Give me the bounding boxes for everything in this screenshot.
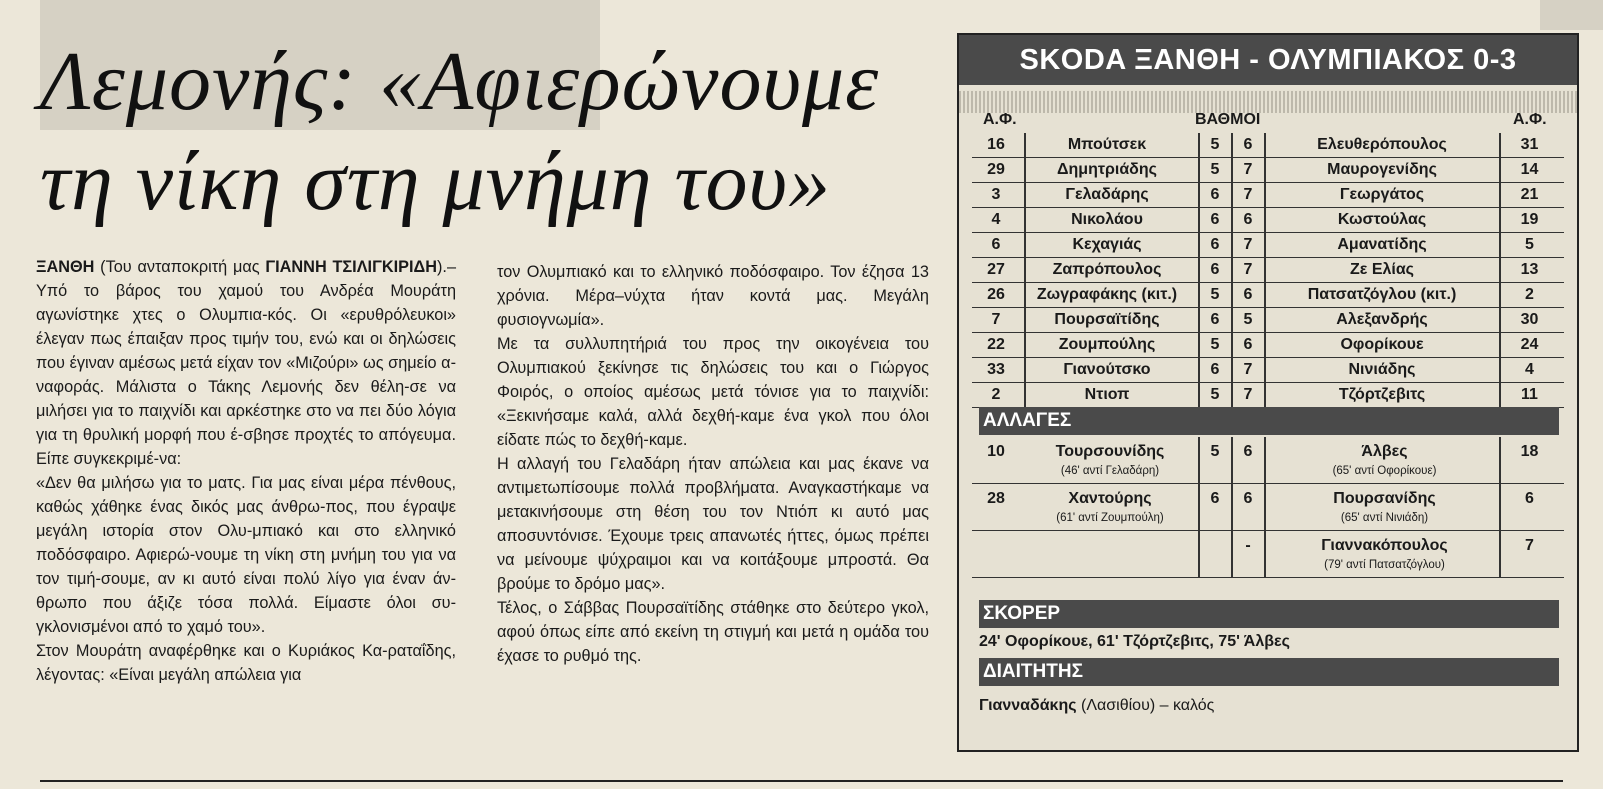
article-paragraph: Η αλλαγή του Γελαδάρη ήταν απώλεια και μας έκανε να αντιμετωπίσουμε πολλά προβλήματα. Αναγκαστήκαμε να μετακινήσουμε στη θέση του τον Ντιόπ κι αυτό μας αποσυντόνισε. Έχουμε τρεις απανωτές ήττες, όμως πρέπει να μείνουμε ψύχραιμοι και να κοιτάξουμε μπροστά. Θα βρούμε το δρόμο μας». [497,455,929,593]
home-af: 6 [991,236,1001,253]
lineup-row [972,133,1564,158]
away-rating: 7 [1243,386,1253,403]
sub-away-note: (79' αντί Πατσατζόγλου) [1324,559,1445,571]
home-rating: 5 [1210,161,1220,178]
home-rating: 6 [1210,361,1220,378]
home-rating: 5 [1210,336,1220,353]
away-af: 11 [1521,386,1538,403]
article-paragraph: Τέλος, ο Σάββας Πουρσαϊτίδης στάθηκε στο δεύτερο γκολ, αφού όπως είπε από εκείνη τη στιγμή και μετά η ομάδα του έχασε το ρυθμό της. [497,599,929,665]
sub-home-rating: 5 [1210,443,1220,460]
away-af: 14 [1520,161,1539,178]
byline-suffix: ).– Υπό το βάρος του χαμού του Ανδρέα Μουράτη αγωνίστηκε χτες ο Ολυμπια-κός. Οι «ερυθρόλευκοι» έλεγαν πως έπαιξαν προς τιμήν του, ενώ και οι δηλώσεις που έγιναν αμέσως μετά είχαν τον «Μιζούρι» ως σημείο α-ναφοράς. Μάλιστα ο Τάκης Λεμονής δεν θέλη-σε να μιλήσει για το παιχνίδι και αρκέστηκε στο να πει δύο λόγια για τη θρυλική μορφή που έ-σβησε προχτές το απόγευμα. Είπε συγκεκριμέ-να: [36,258,457,468]
home-af: 3 [991,186,1001,203]
home-player: Γιανούτσκο [1063,361,1151,378]
match-stats-box [957,33,1579,752]
headline-line-1: Λεμονής: «Αφιερώνουμε [40,35,880,128]
home-af: 22 [987,336,1005,353]
home-rating: 6 [1210,311,1220,328]
away-player: Οφορίκουε [1340,336,1424,353]
home-rating: 6 [1210,186,1220,203]
away-af: 31 [1520,136,1539,153]
match-title: SKODA ΞΑΝΘΗ - ΟΛΥΜΠΙΑΚΟΣ 0-3 [959,35,1577,85]
home-af: 7 [991,311,1001,328]
home-player: Κεχαγιάς [1072,236,1142,253]
sub-away-rating: - [1245,537,1251,554]
byline-place: ΞΑΝΘΗ [36,258,95,276]
scorers-label: ΣΚΟΡΕΡ [979,600,1559,628]
home-rating: 5 [1210,286,1220,303]
home-rating: 5 [1210,386,1220,403]
home-player: Πουρσαϊτίδης [1054,311,1160,328]
sub-away-af: 7 [1525,537,1534,554]
lineup-row [972,358,1564,383]
lineup-row [972,208,1564,233]
away-player: Ζε Ελίας [1350,261,1414,278]
home-rating: 5 [1210,136,1220,153]
byline-author: ΓΙΑΝΝΗ ΤΣΙΛΙΓΚΙΡΙΔΗ [265,258,437,276]
home-af: 29 [987,161,1005,178]
away-rating: 7 [1243,361,1253,378]
article-column-1 [36,255,456,687]
headline-line-2: τη νίκη στη μνήμη του» [40,135,832,228]
sub-home-rating: 6 [1210,490,1220,507]
faded-background-block-right [1540,0,1603,30]
lineup-row [972,158,1564,183]
away-rating: 7 [1243,261,1253,278]
lineup-row [972,383,1564,408]
away-rating: 5 [1243,311,1253,328]
away-player: Αλεξανδρής [1336,311,1428,328]
article-paragraph: τον Ολυμπιακό και το ελληνικό ποδόσφαιρο. Τον έζησα 13 χρόνια. Μέρα–νύχτα ήταν κοντά μας. Μεγάλη φυσιογνωμία». [497,263,929,329]
away-player: Γεωργάτος [1339,186,1425,203]
home-rating: 6 [1210,236,1220,253]
lineup-row [972,258,1564,283]
away-player: Αμανατίδης [1337,236,1427,253]
away-af: 2 [1525,286,1534,303]
away-af: 5 [1525,236,1534,253]
sub-away-af: 6 [1525,490,1534,507]
sub-home-player: Χαντούρης [1068,490,1152,507]
sub-home-af: 10 [987,443,1005,460]
substitution-row [972,437,1564,484]
home-rating: 6 [1210,211,1220,228]
article-column-2 [497,260,929,668]
sub-away-player: Γιαννακόπουλος [1321,537,1448,554]
article-paragraph: Στον Μουράτη αναφέρθηκε και ο Κυριάκος Κα-ραταΐδης, λέγοντας: «Είναι μεγάλη απώλεια για [36,642,456,684]
referee-label: ΔΙΑΙΤΗΤΗΣ [979,658,1559,686]
page-bottom-rule [40,780,1563,782]
home-rating: 6 [1210,261,1220,278]
article-headline [40,32,940,232]
away-player: Νινιάδης [1348,361,1416,378]
ratings-header: ΒΑΘΜΟΙ [1195,111,1261,128]
away-player: Ελευθερόπουλος [1317,136,1447,153]
lineup-row [972,333,1564,358]
home-af: 26 [987,286,1005,303]
sub-home-af: 28 [987,490,1005,507]
home-af: 33 [987,361,1005,378]
af-left-header: Α.Φ. [983,111,1017,128]
lineup-header [959,109,1577,131]
referee-name: Γιανναδάκης [979,697,1077,714]
referee-text [979,697,1214,715]
sub-away-player: Άλβες [1361,443,1408,460]
home-af: 4 [991,211,1001,228]
byline-prefix: (Του ανταποκριτή μας [94,258,266,276]
sub-away-rating: 6 [1243,443,1253,460]
lineup-row [972,183,1564,208]
sub-away-note: (65' αντί Νινιάδη) [1340,512,1429,524]
sub-away-player: Πουρσανίδης [1333,490,1436,507]
away-af: 30 [1520,311,1539,328]
away-rating: 6 [1243,211,1253,228]
away-rating: 7 [1243,236,1253,253]
away-player: Μαυρογενίδης [1327,161,1437,178]
away-rating: 7 [1243,161,1253,178]
home-af: 27 [987,261,1005,278]
home-af: 2 [991,386,1001,403]
substitution-row [972,531,1564,578]
away-rating: 6 [1243,136,1253,153]
away-player: Τζόρτζεβιτς [1338,386,1426,403]
home-player: Δημητριάδης [1057,161,1157,178]
sub-home-note: (46' αντί Γελαδάρη) [1060,465,1160,477]
away-af: 19 [1520,211,1539,228]
substitutions-table [972,437,1564,578]
home-player: Γελαδάρης [1065,186,1149,203]
away-player: Πατσατζόγλου (κιτ.) [1307,286,1457,303]
away-af: 21 [1520,186,1539,203]
away-player: Κωστούλας [1337,211,1427,228]
af-right-header: Α.Φ. [1513,111,1547,128]
home-player: Ζουμπούλης [1058,336,1156,353]
lineup-table [972,133,1564,408]
home-player: Ντιοπ [1084,386,1130,403]
subs-label: ΑΛΛΑΓΕΣ [979,407,1559,435]
away-rating: 6 [1243,286,1253,303]
home-player: Νικολάου [1071,211,1143,228]
home-af: 16 [987,136,1005,153]
article-paragraph: «Δεν θα μιλήσω για το ματς. Για μας είναι μέρα πένθους, καθώς χάθηκε ένας δικός μας άνθρω-πος, που έγραψε μεγάλη ιστορία στον Ολυ-μπιακό και στο ελληνικό ποδόσφαιρο. Αφιερώ-νουμε τη νίκη στη μνήμη του για να τον τιμή-σουμε, αν κι αυτό είναι πολύ λίγο για έναν άν-θρωπο που άξιζε τόσα πολλά. Είμαστε όλοι συ-γκλονισμένοι από το χαμό του». [36,474,456,636]
away-rating: 6 [1243,336,1253,353]
scorers-text: 24' Οφορίκουε, 61' Τζόρτζεβιτς, 75' Άλβες [979,633,1290,650]
substitution-row [972,484,1564,531]
sub-home-note: (61' αντί Ζουμπούλη) [1056,512,1164,524]
lineup-row [972,308,1564,333]
sub-away-af: 18 [1520,443,1539,460]
home-player: Ζαπρόπουλος [1052,261,1162,278]
away-af: 4 [1525,361,1534,378]
away-af: 13 [1520,261,1539,278]
home-player: Μπούτσεκ [1067,136,1147,153]
lineup-row [972,283,1564,308]
sub-home-player: Τουρσουνίδης [1055,443,1165,460]
sub-away-note: (65' αντί Οφορίκουε) [1332,465,1437,477]
article-paragraph: Με τα συλλυπητήριά του προς την οικογένεια του Ολυμπιακού ξεκίνησε τις δηλώσεις του και ο Γιώργος Φοιρός, ο οποίος αμέσως μετά τόνισε για το παιχνίδι: «Ξεκινήσαμε καλά, αλλά δεχθή-καμε ένα γκολ που όλοι είδατε πώς το δεχθή-καμε. [497,335,929,449]
home-player: Ζωγραφάκης (κιτ.) [1036,286,1178,303]
byline-paragraph [36,255,456,471]
lineup-row [972,233,1564,258]
sub-away-rating: 6 [1243,490,1253,507]
away-af: 24 [1520,336,1539,353]
away-rating: 7 [1243,186,1253,203]
referee-details: (Λασιθίου) – καλός [1076,697,1215,714]
